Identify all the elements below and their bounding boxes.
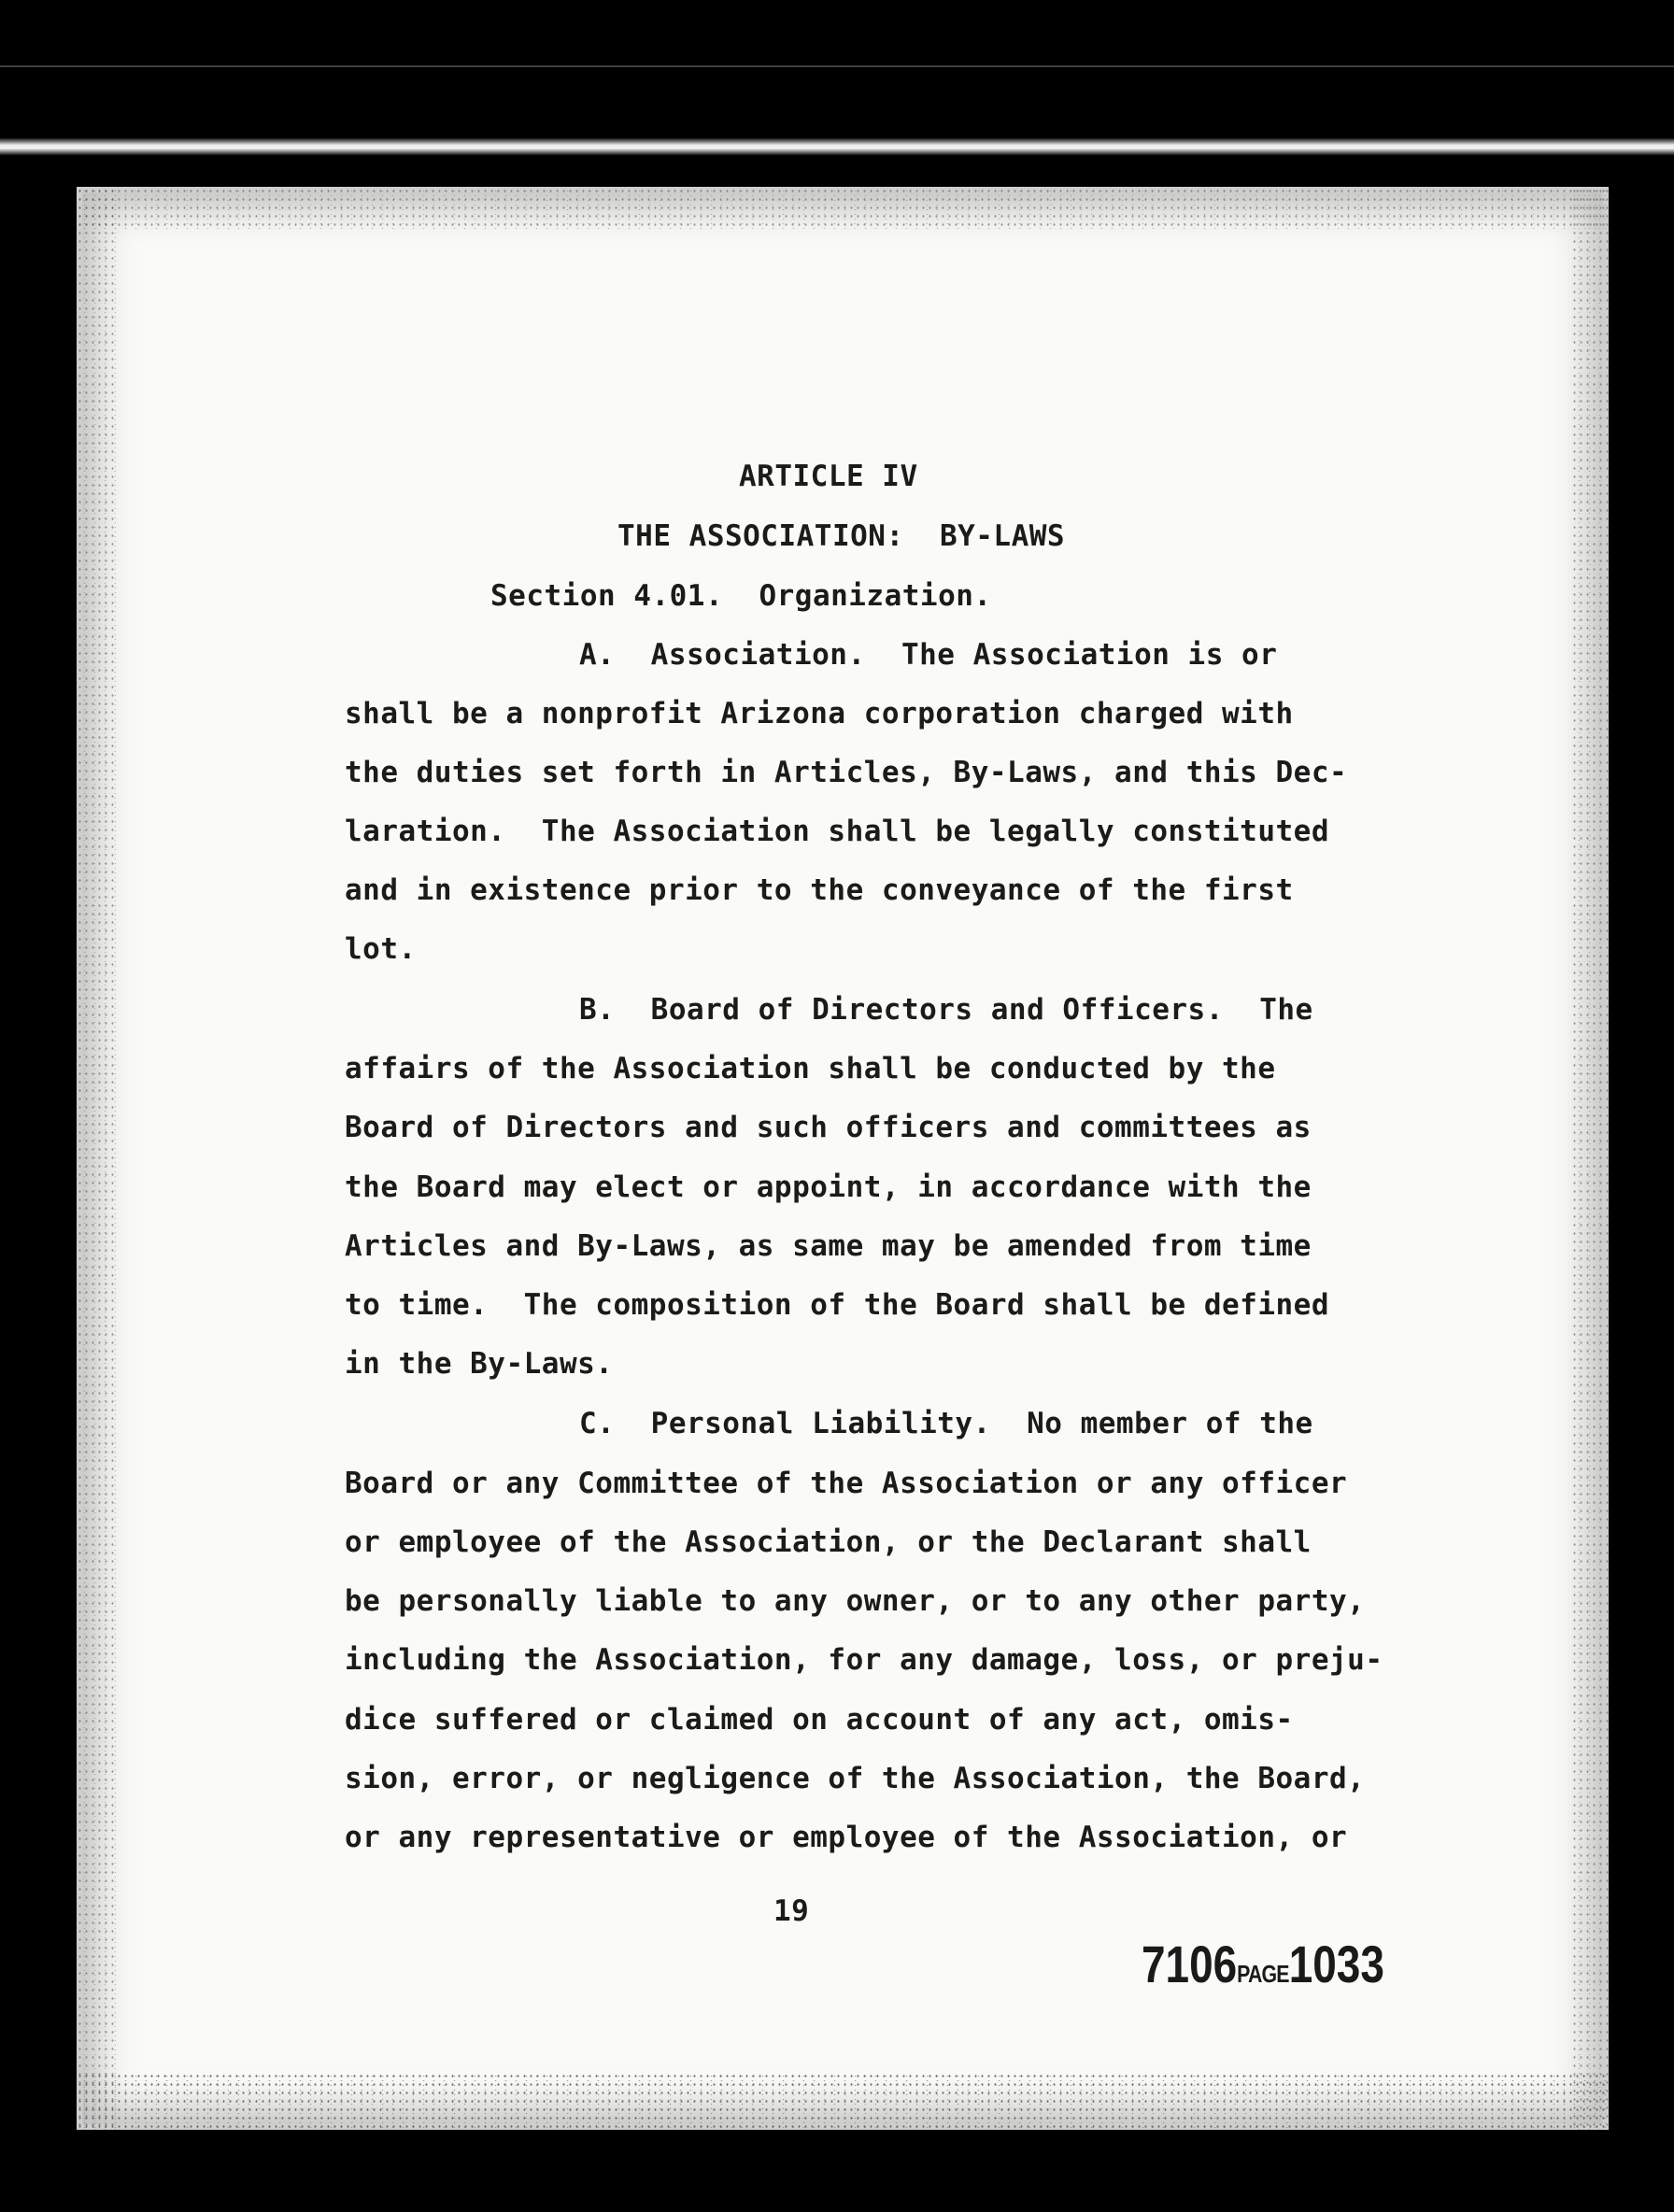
paragraph-line: B. Board of Directors and Officers. The [579, 993, 1313, 1027]
paragraph-line: C. Personal Liability. No member of the [579, 1407, 1313, 1440]
paragraph-line: lot. [345, 932, 417, 966]
paragraph-line: and in existence prior to the conveyance of the first [345, 873, 1294, 907]
paragraph-line: or any representative or employee of the Association, or [345, 1821, 1348, 1854]
paragraph-line: the Board may elect or appoint, in accordance with the [345, 1170, 1312, 1204]
page-edge-noise-right [1571, 187, 1609, 2130]
paragraph-line: affairs of the Association shall be conducted by the [345, 1052, 1276, 1085]
recording-page-number: 1033 [1288, 1935, 1384, 1993]
paragraph-line: in the By-Laws. [345, 1347, 614, 1381]
article-heading: ARTICLE IV [739, 460, 918, 493]
paragraph-line: Board of Directors and such officers and committees as [345, 1111, 1312, 1144]
paragraph-line: including the Association, for any damage, loss, or preju- [345, 1643, 1383, 1677]
paragraph-line: be personally liable to any owner, or to any other party, [345, 1584, 1366, 1618]
page-edge-noise-left [77, 187, 116, 2130]
recording-book-number: 7106 [1142, 1935, 1238, 1993]
recording-stamp [1142, 1934, 1384, 1994]
paragraph-line: A. Association. The Association is or [579, 638, 1278, 672]
paragraph-line: Articles and By-Laws, as same may be amended from time [345, 1229, 1312, 1263]
recording-page-label: PAGE [1237, 1960, 1289, 1988]
paragraph-line: Board or any Committee of the Association or any officer [345, 1467, 1348, 1500]
article-title: THE ASSOCIATION: BY-LAWS [617, 519, 1066, 553]
paragraph-line: laration. The Association shall be legally constituted [345, 815, 1329, 848]
paragraph-line: the duties set forth in Articles, By-Laws, and this Dec- [345, 756, 1348, 789]
page-number: 19 [773, 1894, 810, 1928]
paragraph-line: or employee of the Association, or the Declarant shall [345, 1525, 1312, 1559]
section-heading: Section 4.01. Organization. [490, 579, 992, 613]
paragraph-line: dice suffered or claimed on account of any act, omis- [345, 1703, 1294, 1737]
paragraph-line: shall be a nonprofit Arizona corporation charged with [345, 697, 1294, 730]
page-edge-noise-bottom [77, 2072, 1609, 2130]
page-edge-noise-top [77, 187, 1609, 232]
paragraph-line: sion, error, or negligence of the Association, the Board, [345, 1762, 1366, 1795]
paragraph-line: to time. The composition of the Board shall be defined [345, 1288, 1329, 1322]
scan-top-strip [0, 138, 1674, 155]
scan-top-rule [0, 65, 1674, 67]
